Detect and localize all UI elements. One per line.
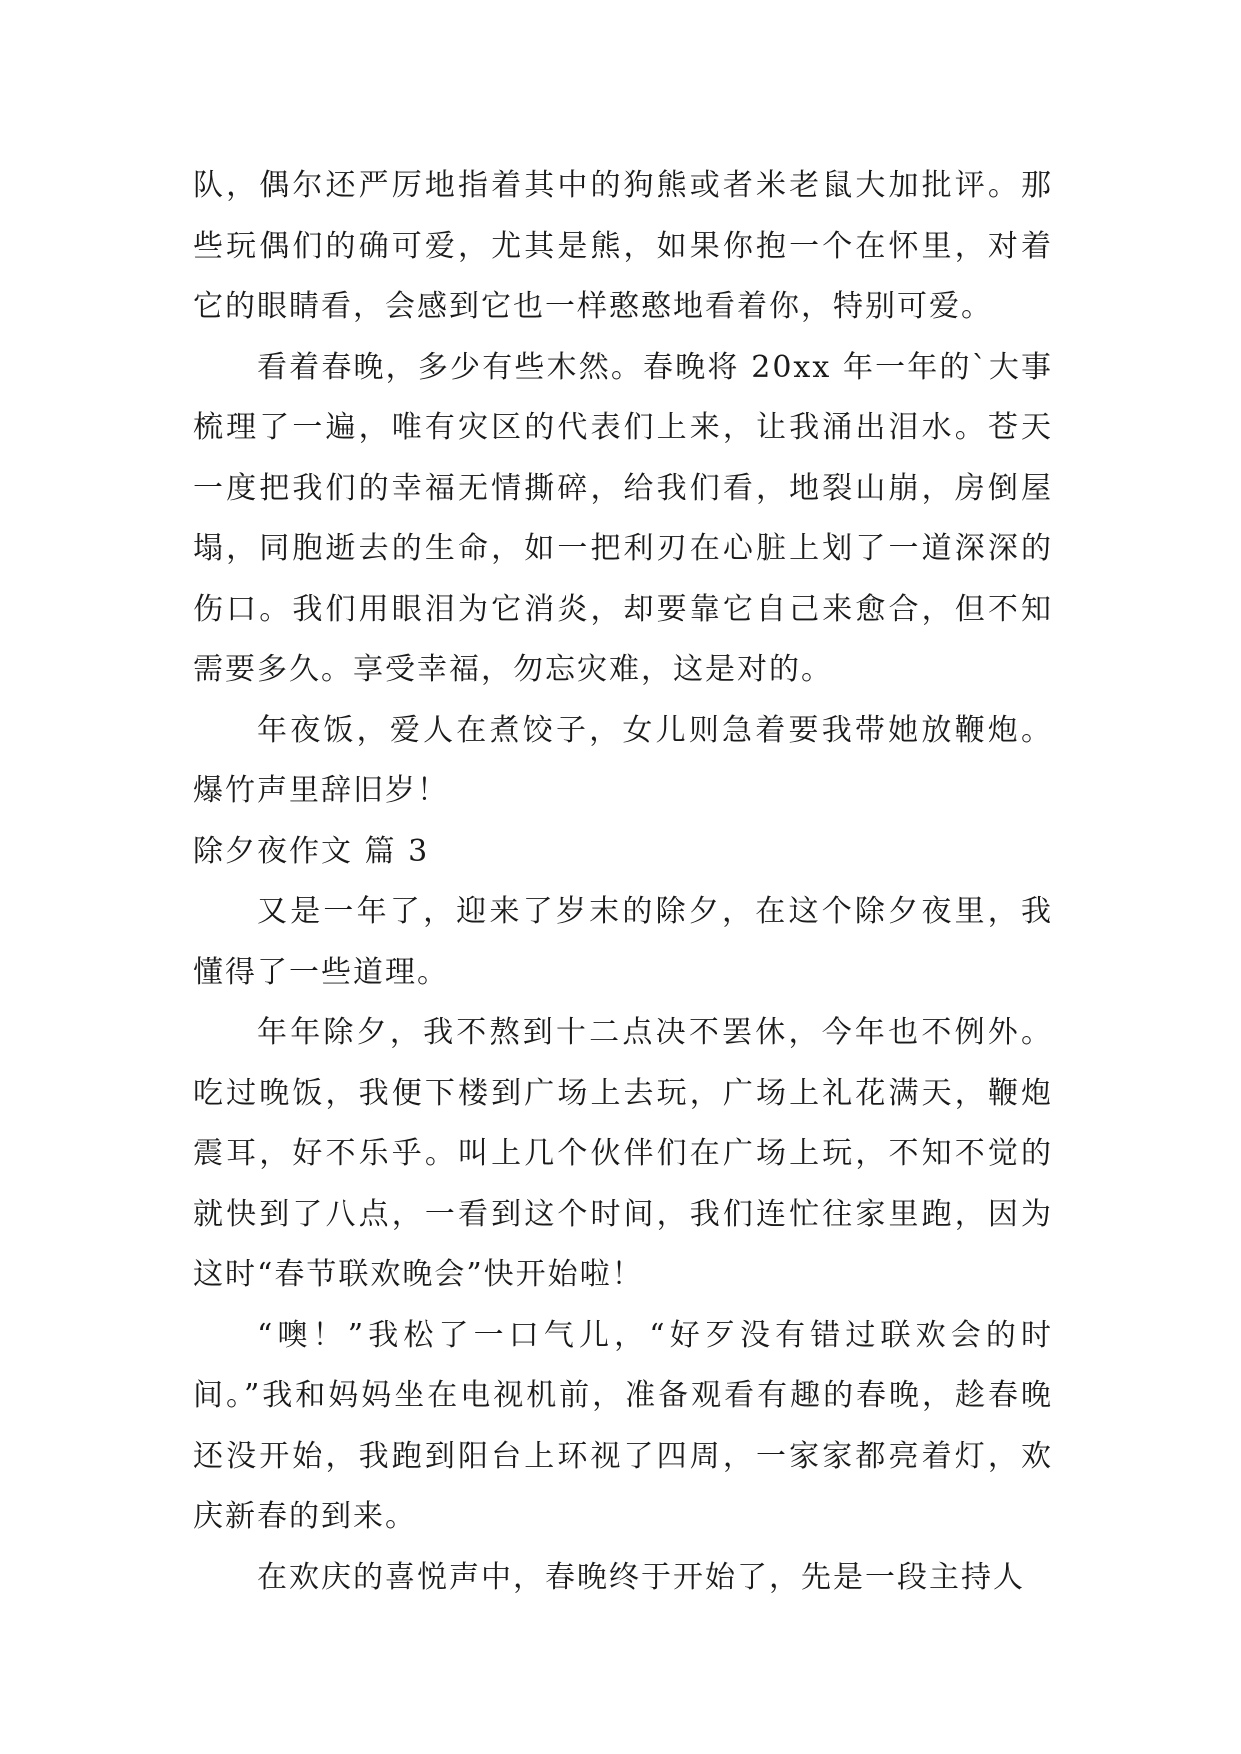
paragraph-1: 队，偶尔还严厉地指着其中的狗熊或者米老鼠大加批评。那些玩偶们的确可爱，尤其是熊，如果你抱一个在怀里，对着它的眼睛看，会感到它也一样憨憨地看着你，特别可爱。	[193, 168, 1053, 324]
paragraph-6: “噢！”我松了一口气儿，“好歹没有错过联欢会的时间。”我和妈妈坐在电视机前，准备观看有趣的春晚，趁春晚还没开始，我跑到阳台上环视了四周，一家家都亮着灯，欢庆新春的到来。	[193, 1317, 1053, 1534]
paragraph-4: 又是一年了，迎来了岁末的除夕，在这个除夕夜里，我懂得了一些道理。	[193, 894, 1053, 990]
paragraph-7: 在欢庆的喜悦声中，春晚终于开始了，先是一段主持人	[257, 1559, 1025, 1595]
paragraph-5: 年年除夕，我不熬到十二点决不罢休，今年也不例外。吃过晚饭，我便下楼到广场上去玩，广场上礼花满天，鞭炮震耳，好不乐乎。叫上几个伙伴们在广场上玩，不知不觉的就快到了八点，一看到这个时间，我们连忙往家里跑，因为这时“春节联欢晚会”快开始啦！	[193, 1015, 1053, 1292]
paragraph-2: 看着春晚，多少有些木然。春晚将 20xx 年一年的`大事梳理了一遍，唯有灾区的代表们上来，让我涌出泪水。苍天一度把我们的幸福无情撕碎，给我们看，地裂山崩，房倒屋塌，同胞逝去的生命，如一把利刃在心脏上划了一道深深的伤口。我们用眼泪为它消炎，却要靠它自己来愈合，但不知需要多久。享受幸福，勿忘灾难，这是对的。	[193, 349, 1053, 687]
document-page	[193, 156, 1053, 1608]
section-heading: 除夕夜作文 篇 3	[193, 833, 430, 869]
paragraph-3: 年夜饭，爱人在煮饺子，女儿则急着要我带她放鞭炮。爆竹声里辞旧岁！	[193, 712, 1053, 808]
